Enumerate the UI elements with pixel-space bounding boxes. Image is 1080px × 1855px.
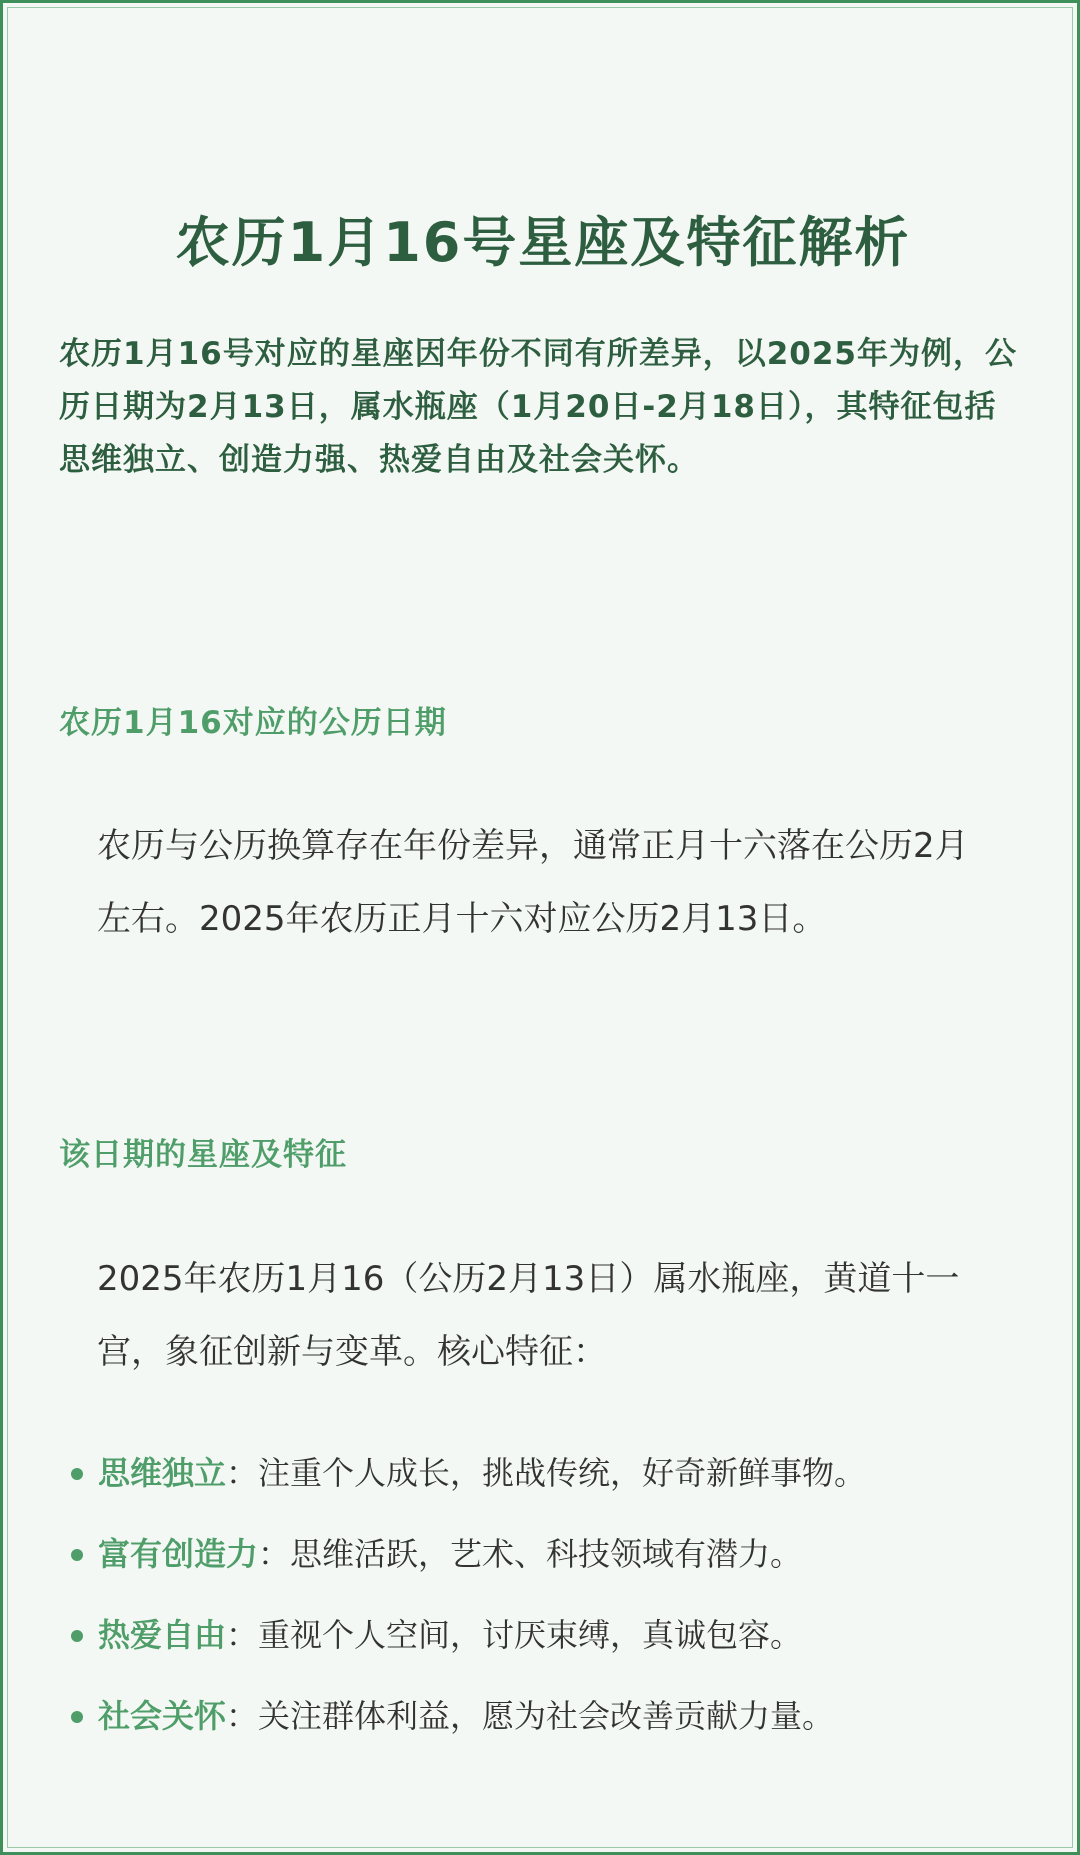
trait-description: 重视个人空间，讨厌束缚，真诚包容。 xyxy=(258,1616,803,1654)
trait-term: 富有创造力 xyxy=(98,1535,259,1573)
section-body-zodiac-traits: 2025年农历1月16（公历2月13日）属水瓶座，黄道十一宫，象征创新与变革。核心特征： xyxy=(97,1259,960,1372)
list-item xyxy=(67,1595,1027,1676)
trait-separator: ： xyxy=(226,1697,259,1735)
section-heading-solar-date: 农历1月16对应的公历日期 xyxy=(59,705,447,741)
page-title: 农历1月16号星座及特征解析 xyxy=(175,211,911,274)
trait-description: 思维活跃，艺术、科技领域有潜力。 xyxy=(290,1535,803,1573)
intro-summary: 农历1月16号对应的星座因年份不同有所差异，以2025年为例，公历日期为2月13日，属水瓶座（1月20日-2月18日），其特征包括思维独立、创造力强、热爱自由及社会关怀。 xyxy=(59,336,1017,478)
trait-separator: ： xyxy=(226,1454,259,1492)
bullet-dot-icon xyxy=(71,1711,83,1723)
trait-term: 社会关怀 xyxy=(98,1697,227,1735)
bullet-dot-icon xyxy=(71,1549,83,1561)
traits-list xyxy=(67,1433,1027,1757)
section-body-solar-date: 农历与公历换算存在年份差异，通常正月十六落在公历2月左右。2025年农历正月十六对应公历2月13日。 xyxy=(97,826,969,939)
trait-term: 思维独立 xyxy=(98,1454,227,1492)
trait-separator: ： xyxy=(226,1616,259,1654)
list-item xyxy=(67,1514,1027,1595)
trait-separator: ： xyxy=(258,1535,291,1573)
trait-description: 关注群体利益，愿为社会改善贡献力量。 xyxy=(258,1697,835,1735)
list-item xyxy=(67,1433,1027,1514)
trait-description: 注重个人成长，挑战传统，好奇新鲜事物。 xyxy=(258,1454,867,1492)
trait-term: 热爱自由 xyxy=(98,1616,227,1654)
section-heading-zodiac-traits: 该日期的星座及特征 xyxy=(59,1137,347,1173)
bullet-dot-icon xyxy=(71,1468,83,1480)
bullet-dot-icon xyxy=(71,1630,83,1642)
list-item xyxy=(67,1676,1027,1757)
